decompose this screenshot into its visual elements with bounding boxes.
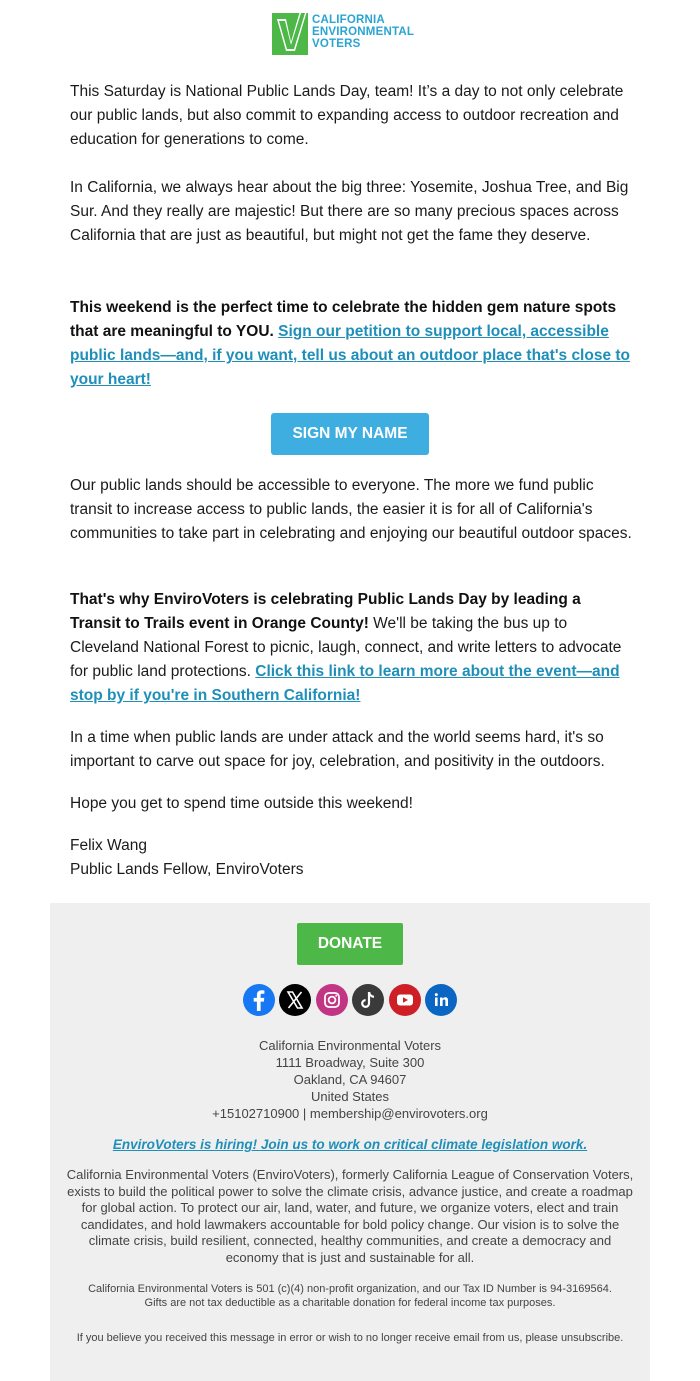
unsubscribe-notice: [75, 1331, 625, 1345]
mailing-address: [50, 1037, 650, 1122]
donate-button[interactable]: DONATE: [297, 923, 403, 965]
hiring-link[interactable]: EnviroVoters is hiring! Join us to work on critical climate legislation work.: [112, 1137, 588, 1152]
transit-paragraph: Our public lands should be accessible to everyone. The more we fund public transit to increase access to public lands, the easier it is for all of California's communities to take part in celebrating and enjoying our beautiful outdoor spaces.: [70, 477, 632, 542]
logo-line-2: ENVIRONMENTAL: [312, 26, 415, 38]
tax-line-1: California Environmental Voters is 501 (c)(4) non-profit organization, and our Tax ID Number is 94-3169564.: [88, 1283, 612, 1295]
event-text: We'll be taking the bus up to Cleveland National Forest to picnic, laugh, connect, and write letters to advocate for public land protections.: [70, 615, 622, 680]
footer: [50, 903, 650, 1381]
logo[interactable]: [272, 8, 442, 56]
signoff-name: Felix Wang: [70, 837, 147, 854]
closing-paragraph: Hope you get to spend time outside this weekend!: [70, 795, 413, 812]
address-line-2: Oakland, CA 94607: [293, 1072, 407, 1087]
instagram-icon[interactable]: [316, 984, 348, 1016]
address-country: United States: [310, 1089, 390, 1104]
event-link[interactable]: Click this link to learn more about the event—and stop by if you're in Southern California!: [70, 663, 620, 704]
phone: +15102710900: [212, 1106, 300, 1121]
tax-line-2: Gifts are not tax deductible as a charitable donation for federal income tax purposes.: [144, 1297, 556, 1309]
outdoors-paragraph: In a time when public lands are under attack and the world seems hard, it's so important to carve out space for joy, celebration, and positivity in the outdoors.: [70, 729, 605, 770]
checkmark-logo-icon: [272, 9, 308, 55]
tiktok-icon[interactable]: [352, 984, 384, 1016]
unsubscribe-link[interactable]: unsubscribe.: [560, 1332, 624, 1344]
email: membership@envirovoters.org: [309, 1106, 488, 1121]
org-name: California Environmental Voters: [258, 1038, 442, 1053]
event-paragraph: [70, 588, 635, 708]
signoff-title: Public Lands Fellow, EnviroVoters: [70, 861, 304, 878]
intro-paragraph: This Saturday is National Public Lands Day, team! It’s a day to not only celebrate our public lands, but also commit to expanding access to outdoor recreation and education for generations to come.: [70, 83, 624, 148]
contact-line: [50, 1105, 650, 1122]
event-bold-text: That's why EnviroVoters is celebrating Public Lands Day by leading a Transit to Trails event in Orange County!: [70, 591, 581, 632]
social-links: [243, 984, 457, 1016]
facebook-icon[interactable]: [243, 984, 275, 1016]
logo-wordmark: [312, 14, 414, 50]
petition-paragraph: [70, 296, 635, 392]
x-icon[interactable]: [279, 984, 311, 1016]
big-three-paragraph: In California, we always hear about the big three: Yosemite, Joshua Tree, and Big Sur. And they really are majestic! But there are so many precious spaces across California that are just as beautiful, but might not get the fame they deserve.: [70, 179, 629, 244]
logo-line-3: VOTERS: [312, 38, 361, 50]
unsubscribe-prefix: If you believe you received this message in error or wish to no longer receive email from us, please: [76, 1332, 558, 1344]
contact-separator: |: [299, 1106, 310, 1121]
address-line-1: 1111 Broadway, Suite 300: [275, 1055, 425, 1070]
logo-line-1: CALIFORNIA: [312, 14, 385, 26]
petition-link[interactable]: Sign our petition to support local, accessible public lands—and, if you want, tell us about an outdoor place that's close to your heart!: [70, 323, 631, 388]
sign-my-name-button[interactable]: SIGN MY NAME: [271, 413, 429, 455]
signature: [70, 834, 303, 882]
tax-notice: [60, 1282, 640, 1310]
youtube-icon[interactable]: [389, 984, 421, 1016]
linkedin-icon[interactable]: [425, 984, 457, 1016]
about-org-text: California Environmental Voters (EnviroVoters), formerly California League of Conservation Voters, exists to build the political power to solve the climate crisis, advance justice, and create a roadmap for global action. To protect our air, land, water, and future, we organize voters, elect and train candidates, and hold lawmakers accountable for bold policy change. Our vision is to solve the climate crisis, build resilient, connected, healthy communities, and create a democracy and economy that is just and sustainable for all.: [66, 1167, 634, 1265]
petition-bold-text: This weekend is the perfect time to celebrate the hidden gem nature spots that are meaningful to YOU.: [70, 299, 617, 340]
